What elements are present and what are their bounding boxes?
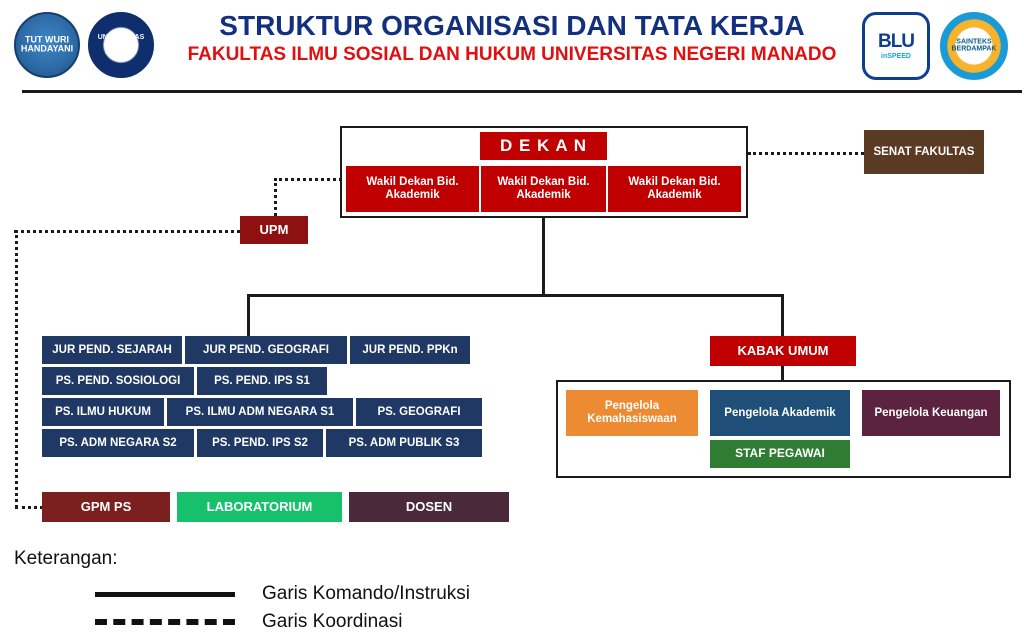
legend-title: Keterangan: <box>14 548 118 569</box>
sainteks-berdampak-logo-text: SAINTEKS BERDAMPAK <box>951 38 997 53</box>
node-laboratorium[interactable]: LABORATORIUM <box>177 492 342 522</box>
page-header <box>10 6 1014 84</box>
trunk-dekan-down <box>542 218 545 296</box>
unima-logo-text: UNIVERSITAS NEGERI MANADO <box>97 33 145 56</box>
link-kabak-down <box>781 366 784 380</box>
node-ps-pend-ips-s2[interactable]: PS. PEND. IPS S2 <box>197 429 323 457</box>
legend <box>14 548 1014 636</box>
node-dekan[interactable]: D E K A N <box>480 132 607 160</box>
node-upm[interactable]: UPM <box>240 216 308 244</box>
node-ps-ilmu-hukum[interactable]: PS. ILMU HUKUM <box>42 398 164 426</box>
node-staf-pegawai[interactable]: STAF PEGAWAI <box>710 440 850 468</box>
node-ps-pend-ips-s1[interactable]: PS. PEND. IPS S1 <box>197 367 327 395</box>
link-upm-horizontal <box>274 178 342 181</box>
node-pengelola-kemahasiswaan[interactable]: Pengelola Kemahasiswaan <box>566 390 698 436</box>
tut-wuri-handayani-logo-text: TUT WURI HANDAYANI <box>20 34 74 54</box>
link-upm-vertical <box>274 178 277 216</box>
node-gpm-ps[interactable]: GPM PS <box>42 492 170 522</box>
legend-swatch-dashed <box>90 619 240 625</box>
blu-logo-main-text: BLU <box>877 31 915 52</box>
link-upm-left-rail <box>14 230 240 233</box>
node-kabak-umum[interactable]: KABAK UMUM <box>710 336 856 366</box>
node-wakil-dekan-2[interactable]: Wakil Dekan Bid. Akademik <box>481 166 606 212</box>
node-jur-pend-sejarah[interactable]: JUR PEND. SEJARAH <box>42 336 182 364</box>
blu-logo <box>862 12 930 80</box>
org-chart <box>0 88 1024 538</box>
title-line-primary: STRUKTUR ORGANISASI DAN TATA KERJA <box>219 10 805 41</box>
trunk-left-drop <box>247 294 250 336</box>
blu-logo-sub-text: inSPEED <box>881 53 911 60</box>
node-senat-fakultas[interactable]: SENAT FAKULTAS <box>864 130 984 174</box>
node-dosen[interactable]: DOSEN <box>349 492 509 522</box>
legend-label-komando: Garis Komando/Instruksi <box>262 583 471 604</box>
node-ps-adm-negara-s2[interactable]: PS. ADM NEGARA S2 <box>42 429 194 457</box>
link-dekan-senat <box>748 152 864 155</box>
node-ps-adm-publik-s3[interactable]: PS. ADM PUBLIK S3 <box>326 429 482 457</box>
node-jur-pend-geografi[interactable]: JUR PEND. GEOGRAFI <box>185 336 347 364</box>
node-ps-ilmu-adm-negara-s1[interactable]: PS. ILMU ADM NEGARA S1 <box>167 398 353 426</box>
page-title <box>160 10 864 67</box>
trunk-horizontal <box>247 294 783 297</box>
trunk-right-drop <box>781 294 784 336</box>
node-pengelola-akademik[interactable]: Pengelola Akademik <box>710 390 850 436</box>
node-ps-pend-sosiologi[interactable]: PS. PEND. SOSIOLOGI <box>42 367 194 395</box>
sainteks-berdampak-logo <box>940 12 1008 80</box>
link-left-rail-vertical <box>15 230 18 508</box>
legend-label-koordinasi: Garis Koordinasi <box>262 611 403 632</box>
node-wakil-dekan-1[interactable]: Wakil Dekan Bid. Akademik <box>346 166 479 212</box>
unima-logo <box>88 12 154 78</box>
legend-item-komando <box>14 580 1014 608</box>
node-ps-geografi[interactable]: PS. GEOGRAFI <box>356 398 482 426</box>
title-line-secondary: FAKULTAS ILMU SOSIAL DAN HUKUM UNIVERSITAS NEGERI MANADO <box>187 44 837 66</box>
node-jur-pend-ppkn[interactable]: JUR PEND. PPKn <box>350 336 470 364</box>
tut-wuri-handayani-logo <box>14 12 80 78</box>
legend-item-koordinasi <box>14 608 1014 636</box>
node-pengelola-keuangan[interactable]: Pengelola Keuangan <box>862 390 1000 436</box>
node-wakil-dekan-3[interactable]: Wakil Dekan Bid. Akademik <box>608 166 741 212</box>
link-left-rail-to-gpm <box>15 506 43 509</box>
legend-swatch-solid <box>90 592 240 597</box>
